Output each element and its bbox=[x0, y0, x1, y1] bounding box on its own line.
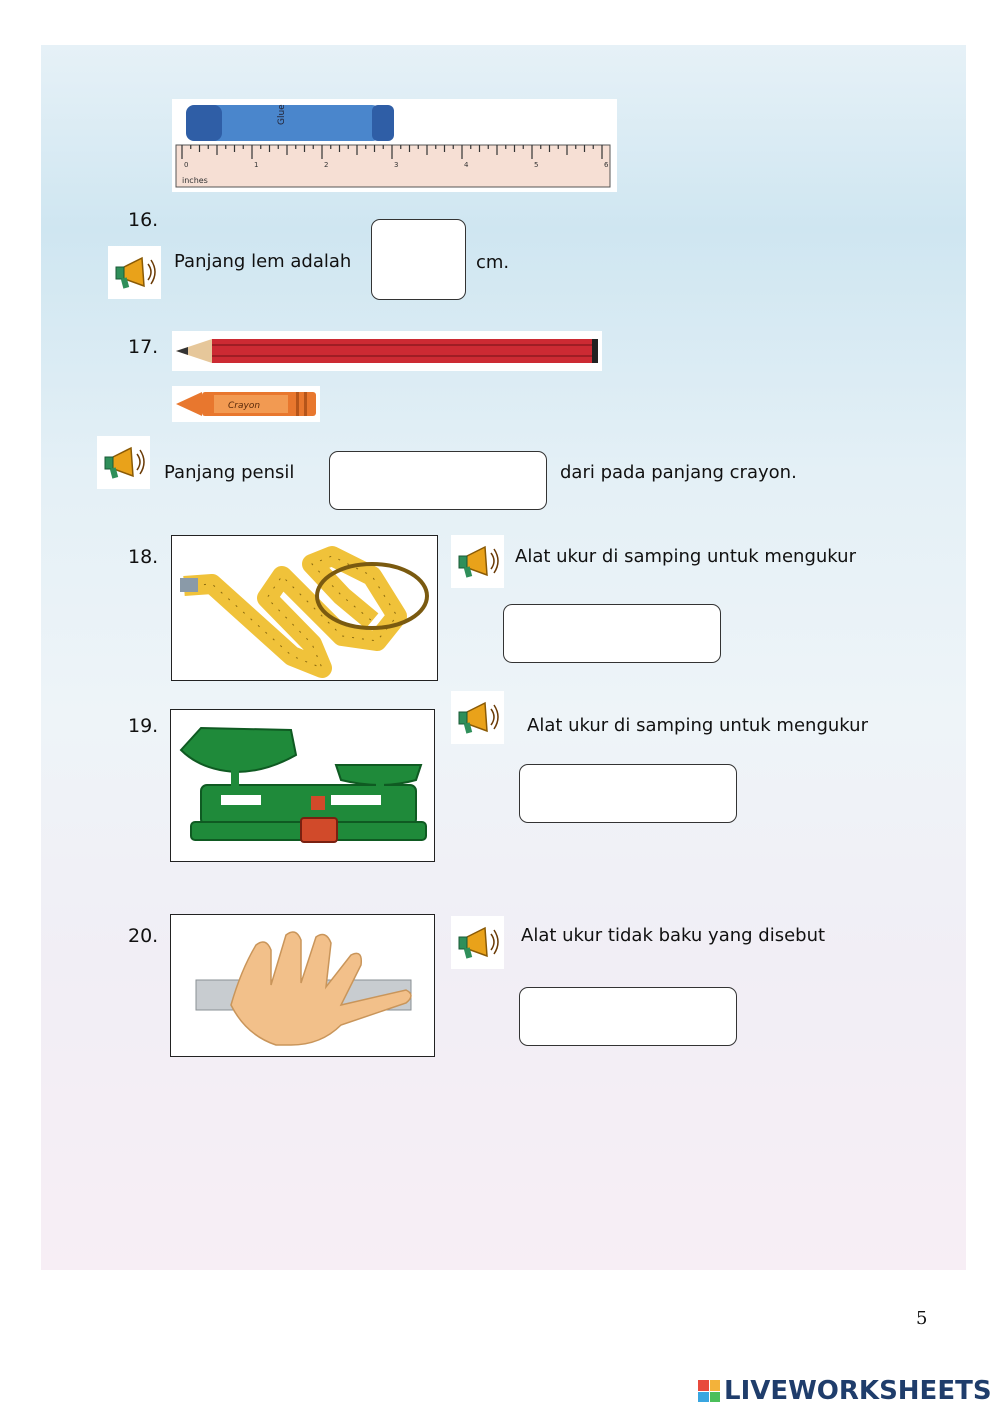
question-17-number: 17. bbox=[128, 336, 159, 358]
crayon-illustration bbox=[172, 386, 320, 422]
glue-label: Glue bbox=[277, 104, 287, 125]
question-18-number: 18. bbox=[128, 546, 159, 568]
question-18-text: Alat ukur di samping untuk mengukur bbox=[515, 546, 856, 567]
question-16-number: 16. bbox=[128, 209, 159, 231]
question-20-text: Alat ukur tidak baku yang disebut bbox=[521, 925, 826, 946]
liveworksheets-logo[interactable] bbox=[698, 1376, 992, 1406]
glue-ruler-illustration bbox=[172, 99, 617, 192]
speaker-icon[interactable] bbox=[451, 916, 504, 969]
ruler-number: 0 bbox=[184, 161, 189, 169]
ruler-number: 4 bbox=[464, 161, 469, 169]
crayon-label: Crayon bbox=[228, 401, 261, 411]
ruler-number: 3 bbox=[394, 161, 399, 169]
ruler-number: 2 bbox=[324, 161, 329, 169]
speaker-icon[interactable] bbox=[451, 691, 504, 744]
question-16-unit: cm. bbox=[476, 252, 510, 273]
ruler-unit-label: inches bbox=[182, 176, 208, 185]
question-17-answer-box[interactable] bbox=[329, 451, 547, 510]
pencil-illustration bbox=[172, 331, 602, 371]
hand-span-image bbox=[170, 914, 435, 1057]
question-19-number: 19. bbox=[128, 715, 159, 737]
weighing-scale-illustration bbox=[171, 710, 434, 861]
pencil-image bbox=[172, 331, 602, 371]
measuring-tape-illustration bbox=[172, 536, 437, 680]
question-20-answer-box[interactable] bbox=[519, 987, 737, 1046]
ruler-number: 1 bbox=[254, 161, 259, 169]
question-17-text-before: Panjang pensil bbox=[164, 462, 295, 483]
speaker-icon[interactable] bbox=[451, 535, 504, 588]
liveworksheets-logo-icon bbox=[698, 1380, 720, 1402]
question-19-text: Alat ukur di samping untuk mengukur bbox=[527, 715, 868, 736]
question-17-text-after: dari pada panjang crayon. bbox=[560, 462, 797, 483]
speaker-icon[interactable] bbox=[108, 246, 161, 299]
liveworksheets-brand-text: LIVEWORKSHEETS bbox=[724, 1376, 992, 1406]
question-16-text: Panjang lem adalah bbox=[174, 251, 352, 272]
question-18-answer-box[interactable] bbox=[503, 604, 721, 663]
glue-ruler-image bbox=[172, 99, 617, 192]
question-16-answer-box[interactable] bbox=[371, 219, 466, 300]
weighing-scale-image bbox=[170, 709, 435, 862]
question-20-number: 20. bbox=[128, 925, 159, 947]
page-number: 5 bbox=[916, 1308, 928, 1329]
question-19-answer-box[interactable] bbox=[519, 764, 737, 823]
measuring-tape-image bbox=[171, 535, 438, 681]
speaker-icon[interactable] bbox=[97, 436, 150, 489]
ruler-number: 6 bbox=[604, 161, 609, 169]
ruler-number: 5 bbox=[534, 161, 539, 169]
crayon-image bbox=[172, 386, 320, 422]
hand-span-illustration bbox=[171, 915, 434, 1056]
